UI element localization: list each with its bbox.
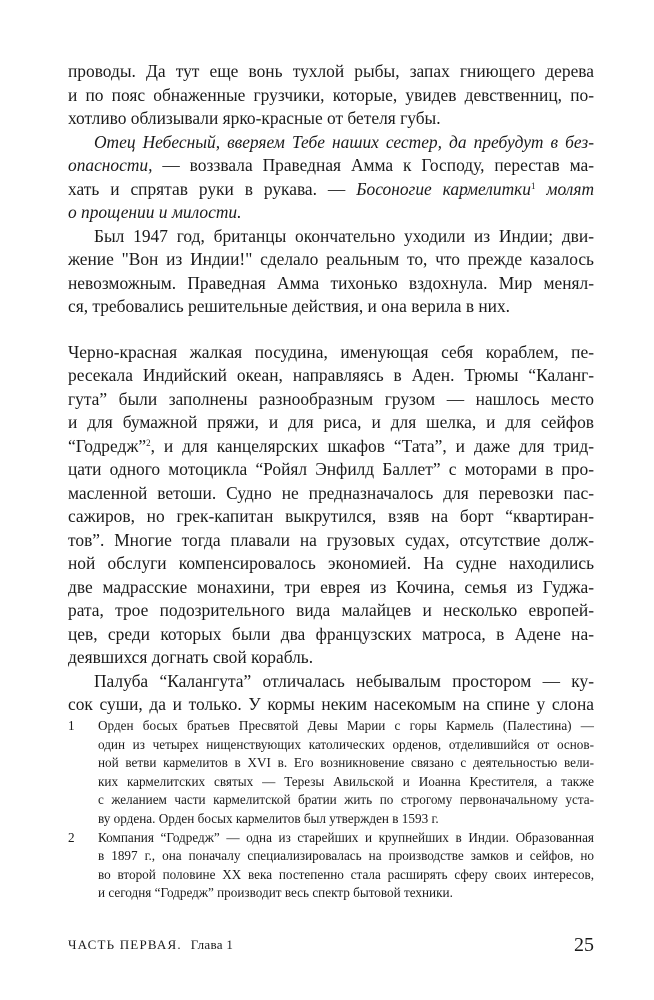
text-line (68, 154, 594, 178)
part-title: ЧАСТЬ ПЕРВАЯ. (68, 937, 182, 952)
text-fragment: — воззвала Праведная Амма к Господу, перестав ма- (152, 155, 594, 175)
text-line: гута” были заполнены разнообразным грузом — нашлось место (68, 388, 594, 409)
text-line (68, 201, 594, 225)
text-line: ресекала Индийский океан, направляясь в Аден. Трюмы “Каланг- (68, 365, 594, 385)
text-line: цев, среди которых были два французских матроса, в Адене на- (68, 623, 594, 644)
main-text (68, 60, 594, 717)
text-line: ной обслуги компенсировалось экономией. На судне находились (68, 553, 594, 573)
text-line: проводы. Да тут еще вонь тухлой рыбы, запах гниющего дерева (68, 61, 594, 81)
running-footer (68, 935, 594, 959)
text-line: деявшихся догнать свой корабль. (68, 647, 314, 667)
text-line: две мадрасские монахини, три еврея из Кочина, семья из Гуджа- (68, 576, 594, 597)
text-line: Черно-красная жалкая посудина, именующая себя кораблем, пе- (68, 341, 594, 362)
text-line (68, 131, 594, 155)
text-line: Был 1947 год, британцы окончательно уходили из Индии; дви- (94, 225, 594, 246)
text-fragment: хать и спрятав руки в рукава. — (68, 178, 357, 199)
text-fragment: , и для канцелярских шкафов “Тата”, и даже для трид- (150, 435, 594, 456)
footnote-line: с желанием части кармелитской братии жить по строгому первоначальному уста- (98, 792, 594, 808)
italic-prayer: о прощении и милости. (68, 202, 242, 222)
text-line: и по пояс обнаженные грузчики, которые, увидев девственниц, по- (68, 84, 594, 105)
text-line: цати одного мотоцикла “Ройял Энфилд Баллет” с моторами в про- (68, 459, 594, 479)
running-footer-label (68, 935, 233, 955)
text-line: тов”. Многие тогда плавали на грузовых судах, отсутствие долж- (68, 529, 594, 550)
text-line: ся, требовались решительные действия, и она верила в них. (68, 296, 511, 316)
italic-prayer: Отец Небесный, вверяем Тебе наших сестер, да пребудут в без- (94, 131, 594, 152)
text-fragment: “Годредж” (68, 435, 147, 456)
text-line: сок суши, да и только. У кормы неким насекомым на спине у слона (68, 694, 594, 714)
footnotes (68, 717, 594, 903)
text-line (68, 178, 594, 202)
page-number: 25 (574, 934, 594, 956)
text-line: и для бумажной пряжи, и для риса, и для шелка, и для сейфов (68, 412, 594, 432)
footnote-number: 2 (68, 829, 75, 845)
footnote-number: 1 (68, 718, 75, 733)
footnote-line: Орден босых братьев Пресвятой Девы Марии с горы Кармель (Палестина) — (98, 718, 594, 733)
footnote-1 (68, 717, 594, 829)
footnote-line: ной ветви кармелитов в XVI в. Его возникновение связано с деятельностью вели- (98, 755, 594, 771)
footnote-line: и сегодня “Годредж” производит весь спектр бытовой техники. (98, 885, 453, 901)
footnote-line: во второй половине XX века постепенно стала расширять сферу своих интересов, (98, 866, 594, 882)
italic-prayer: молят (535, 178, 594, 199)
text-line: рата, трое подозрительного вида малайцев и несколько европей- (68, 600, 594, 620)
chapter-title: Глава 1 (190, 937, 234, 952)
footnote-line: Компания “Годредж” — одна из старейших и крупнейших в Индии. Образованная (98, 829, 594, 845)
footnote-line: ких кармелитских святых — Терезы Авильской и Иоанна Крестителя, а также (98, 773, 594, 789)
italic-prayer: опасности, (68, 155, 153, 175)
footnote-line: ву ордена. Орден босых кармелитов был утвержден в 1593 г. (98, 810, 439, 826)
text-line: хотливо облизывали ярко-красные от бетеля губы. (68, 108, 441, 128)
text-line (68, 435, 594, 459)
footnote-ref[interactable]: 2 (146, 437, 151, 448)
footnote-ref[interactable]: 1 (530, 180, 536, 191)
footnote-2 (68, 829, 594, 903)
footnote-line: один из четырех нищенствующих католических орденов, отделившийся от основ- (98, 736, 594, 752)
text-line: масленной ветоши. Судно не предназначалось для перевозки пас- (68, 482, 594, 503)
section-break (68, 319, 594, 341)
italic-prayer: Босоногие кармелитки (356, 178, 531, 199)
text-line: жение "Вон из Индии!" сделало реальным то, что прежде казалось (68, 249, 594, 269)
text-line: Палуба “Калангута” отличалась небывалым простором — ку- (94, 670, 594, 691)
text-line: невозможным. Праведная Амма тихонько вздохнула. Мир менял- (68, 272, 594, 293)
text-line: сажиров, но грек-капитан выкрутился, взяв на борт “квартиран- (68, 506, 594, 526)
footnote-line: в 1897 г., она поначалу специализировалась на производстве замков и сейфов, но (98, 848, 594, 864)
